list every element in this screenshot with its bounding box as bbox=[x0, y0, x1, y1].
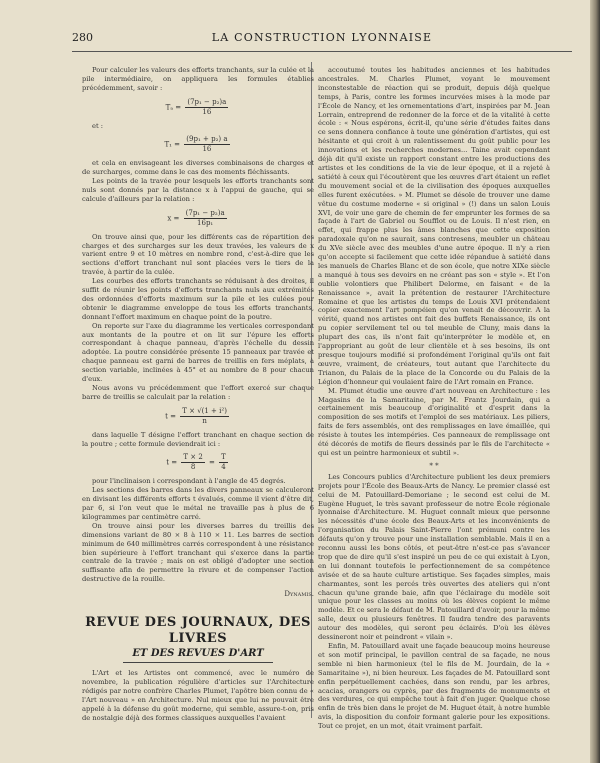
paragraph: On trouve ainsi que, pour les différents cas de répartition des charges et des surcharges sur les deux travées, les valeurs de x varient entre 9 et 10 mètres en nombre rond, c'est-à-dire que les sections d'effort tranchant nul sont placées vers le tiers de la travée, à partir de la culée. bbox=[82, 232, 314, 277]
numerator: T bbox=[221, 453, 226, 462]
denominator: 16 bbox=[202, 145, 212, 154]
denominator: 8 bbox=[190, 463, 196, 472]
header-rule bbox=[72, 51, 572, 52]
fraction bbox=[219, 453, 228, 472]
review-section-title: REVUE DES JOURNAUX, DES LIVRES bbox=[85, 615, 311, 647]
denominator: 4 bbox=[221, 463, 226, 472]
right-column bbox=[318, 66, 550, 731]
paragraph: Les sections des barres dans les divers panneaux se calculeront en divisant les différents efforts t évalués, comme il vient d'être dit, par 6, si l'on veut que le métal ne travaille pas à plus de 6 kilogrammes par centimètre carré. bbox=[82, 486, 314, 521]
numerator: (7p₁ − p₂)a bbox=[187, 97, 227, 106]
formula-t-simplified bbox=[82, 453, 314, 472]
formula-lhs: Tₐ = bbox=[165, 103, 182, 112]
fraction bbox=[184, 135, 229, 154]
fraction bbox=[181, 453, 204, 472]
paragraph: Les Concours publics d'Architecture publient les deux premiers projets pour l'École des Beaux-Arts de Nancy. Le premier classé est celui de M. Patouillard-Demoriane ; le second est celui de M. Eugène Huguet, le très savant professeur de notre École régionale lyonnaise d'Architecture. M. Huguet connaît mieux que personne les nécessités d'une école des Beaux-Arts et les inconvénients de l'organisation du Palais Saint-Pierre l'ont prémuni contre les défauts qu'on y trouve pour une installation semblable. Mais il en a reconnu aussi les bons côtés, et peut-être n'est-ce pas s'avancer trop que de dire qu'il s'est inspiré un peu de ce qui existait à Lyon, en lui donnant toutefois le perfectionnement de sa compétence avisée et de sa haute culture artistique. Ses façades simples, mais charmantes, sont les percés très ouvertes des ateliers qui n'ont chacun qu'une grande baie, afin que l'éclairage du modèle soit unique pour les classes au moins où les élèves copient le même modèle. Et ce sera le défaut de M. Patouillard d'avoir, pour la même salle, deux ou plusieurs fenêtres. Il faudra tendre des paravents autour des modèles, qui seront peu éclairés. D'où les élèves dessineront noir et peindront « vilain ». bbox=[318, 472, 550, 642]
paragraph: et cela en envisageant les diverses combinaisons de charges et de surcharges, comme dans le cas des moments fléchissants. bbox=[82, 159, 314, 177]
formula-t bbox=[82, 407, 314, 426]
formula-t1 bbox=[82, 135, 314, 154]
paragraph: Pour calculer les valeurs des efforts tranchants, sur la culée et la pile intermédiaire, on appliquera les formules établies précédemment, savoir : bbox=[82, 66, 314, 92]
page-header bbox=[72, 31, 572, 47]
paragraph: et : bbox=[92, 121, 104, 130]
page-number: 280 bbox=[72, 31, 93, 44]
paragraph: L'Art et les Artistes ont commencé, avec le numéro de novembre, la publication régulière d'articles sur l'Architecture rédigés par notre confrère Charles Plumet, l'apôtre bien connu de « l'Art nouveau » en Architecture. Nul mieux que lui ne pouvait être appelé à la défense du goût moderne, qui semble, assure-t-on, pris de nostalgie déjà des formes classiques auxquelles l'avaient bbox=[82, 669, 314, 722]
author-signature: Dynamis. bbox=[284, 590, 314, 599]
page-binding-edge bbox=[590, 0, 600, 763]
review-section-subtitle: ET DES REVUES D'ART bbox=[132, 648, 264, 660]
numerator: T × √(1 + i²) bbox=[182, 406, 227, 415]
paragraph: Nous avons vu précédemment que l'effort exercé sur chaque barre de treillis se calculait par la relation : bbox=[82, 384, 314, 401]
paragraph: On trouve ainsi pour les diverses barres du treillis des dimensions variant de 80 × 8 à 110 × 11. Les barres de section minimum de 640 millimètres carrés correspondent à une résistance bien supérieure à l'effort tranchant qui s'exerce dans la partie centrale de la travée ; mais on est obligé d'adopter une section suffisante afin de permettre la rivure et de compenser l'action destructive de la rouille. bbox=[82, 521, 314, 584]
paragraph: Enfin, M. Patouillard avait une façade beaucoup moins heureuse et son motif principal, le pavillon central de sa façade, ne nous semble ni bien harmonieux (tel le fils de M. Jourdain, de la « Samaritaine »), ni bien heureux. Les façades de M. Patouillard sont enfin perpétuellement cachées, dans son rendu, par les arbres, acacias, orangers ou cyprès, par des fragments de monuments et des verdures, ce qui empêche tout à fait d'en juger. Quelque chose enfin de très bien dans le projet de M. Huguet était, à notre humble avis, la disposition du confoir formant galerie pour les expositions. Tout ce projet, en un mot, était vraiment parfait. bbox=[318, 642, 550, 731]
formula-x bbox=[82, 209, 314, 228]
paragraph: M. Plumet étudie une œuvre d'art nouveau en Architecture : les Magasins de la Samaritaine, par M. Frantz Jourdain, qui a certainement mis beaucoup d'originalité et d'esprit dans la composition de ses motifs et l'emploi de ses matériaux. Les piliers, faits de fers assemblés, ont des remplissages en lave émaillée, qui résiste à toutes les intempéries. Ces panneaux de remplissage ont été décorés de motifs de fleurs dessinés par le fils de l'architecte « qui est un peintre harmonieux et subtil ». bbox=[318, 386, 550, 457]
fraction bbox=[184, 209, 227, 228]
denominator: 16p₁ bbox=[197, 218, 214, 227]
paragraph: Les courbes des efforts tranchants se réduisant à des droites, il suffit de réunir les points d'efforts tranchants nuls aux extrémités des ordonnées d'efforts maximum sur la pile et les culées pour obtenir le diagramme enveloppe de tous les efforts tranchants, donnant l'effort maximum en chaque point de la poutre. bbox=[82, 277, 314, 321]
denominator: 16 bbox=[202, 107, 212, 116]
paragraph: On reporte sur l'axe du diagramme les verticales correspondant aux montants de la poutre et on lit sur l'épure les efforts correspondant à chaque panneau, d'après l'échelle du dessin adoptée. La poutre considérée présente 15 panneaux par travée et chaque panneau est garni de barres de treillis en fers méplats, à section variable, inclinées à 45° et au nombre de 8 pour chacun d'eux. bbox=[82, 321, 314, 384]
paragraph: dans laquelle T désigne l'effort tranchant en chaque section de la poutre ; cette formule deviendrait ici : bbox=[82, 430, 314, 448]
numerator: T × 2 bbox=[183, 453, 203, 462]
paragraph: pour l'inclinaison i correspondant à l'angle de 45 degrés. bbox=[92, 477, 286, 486]
formula-lhs: t = bbox=[166, 458, 178, 467]
formula-ta bbox=[82, 98, 314, 117]
fraction bbox=[185, 98, 228, 117]
formula-lhs: T₁ = bbox=[164, 140, 181, 149]
denominator: n bbox=[202, 416, 207, 425]
journal-title: LA CONSTRUCTION LYONNAISE bbox=[211, 31, 433, 44]
section-rule bbox=[123, 662, 273, 663]
formula-lhs: x = bbox=[167, 214, 180, 223]
numerator: (9p₁ + p₂) a bbox=[186, 135, 228, 144]
formula-lhs: t = bbox=[165, 412, 176, 421]
fraction bbox=[180, 407, 229, 426]
paragraph: accoutumé toutes les habitudes anciennes et les habitudes ancestrales. M. Charles Plumet, voyant le mouvement inconstestable de réaction qui se produit, depuis déjà quelque temps, à Paris, contre les formes incurvées mises à la mode par l'École de Nancy, et les ornementations d'art, inspirées par M. Jean Lorrain, entreprend de redonner de la force et de la vitalité à cette école : « Nous espérons, écrit-il, qu'une série d'études faites dans ce sens donnera confiance à toute une génération d'artistes, qui est hésitante et qui croit à un ralentissement du goût public pour les innovations et les recherches modernes... Taine avait cependant déjà dit qu'il existe un rapport constant entre les productions des artistes et les conditions de la vie de leur époque, et il a rejeté à satiété à ceux qui l'écoutèrent que les œuvres d'art étaient un reflet du mouvement social et de la civilisation des époques auxquelles elles furent exécutées. » M. Plumet se désole de trouver une dame vêtue du costume moderne « si original » (!) dans un salon Louis XVI, de voir une gare de chemin de fer emprunter les formes de sa façade à l'art de Gabriel ou Soufflot ou de Louis. Il n'est rien, en effet, qui frappe plus les âmes blanches que cette exposition paradoxale qu'on ne saurait, sans contresens, meubler un château du XVe siècle avec des meubles d'une autre époque. Il n'y a rien qu'on accepte si facilement que cette idée répandue à satiété dans les manuels de Charles Blanc et de son école, que notre XIXe siècle a manqué à tous ses devoirs en ne créant pas son « style ». Et l'on oublie volontiers que Philibert Delorme, en faisant « de la Renaissance », avait la prétention de restaurer l'Architecture Romaine et que les artistes du temps de Louis XVI prétendaient copier exactement l'art pompéien qu'on venait de découvrir. A la vérité, quand nos artistes ont fait des buffets Renaissance, ils ont pu copier servilement tel ou tel meuble de Cluny, mais dans la plupart des cas, ils n'ont fait qu'interpréter le modèle et, en l'appropriant au goût de leur clientèle et à ses besoins, ils ont presque toujours modifié si profondément l'original qu'ils ont fait œuvre, vraiment, de créateurs, tout autant que l'architecte du Trianon, du Palais de la place de la Concorde ou du Palais de la Légion d'honneur qui voulaient faire de l'Art romain en France. bbox=[318, 66, 550, 386]
section-stars: * * bbox=[429, 461, 439, 470]
paragraph: Les points de la travée pour lesquels les efforts tranchants sont nuls sont donnés par la distance x à l'appui de gauche, qui se calcule d'ailleurs par la relation : bbox=[82, 177, 314, 203]
left-column bbox=[82, 66, 314, 722]
numerator: (7p₁ − p₂)a bbox=[185, 208, 225, 217]
equals-sign: = bbox=[209, 458, 215, 467]
